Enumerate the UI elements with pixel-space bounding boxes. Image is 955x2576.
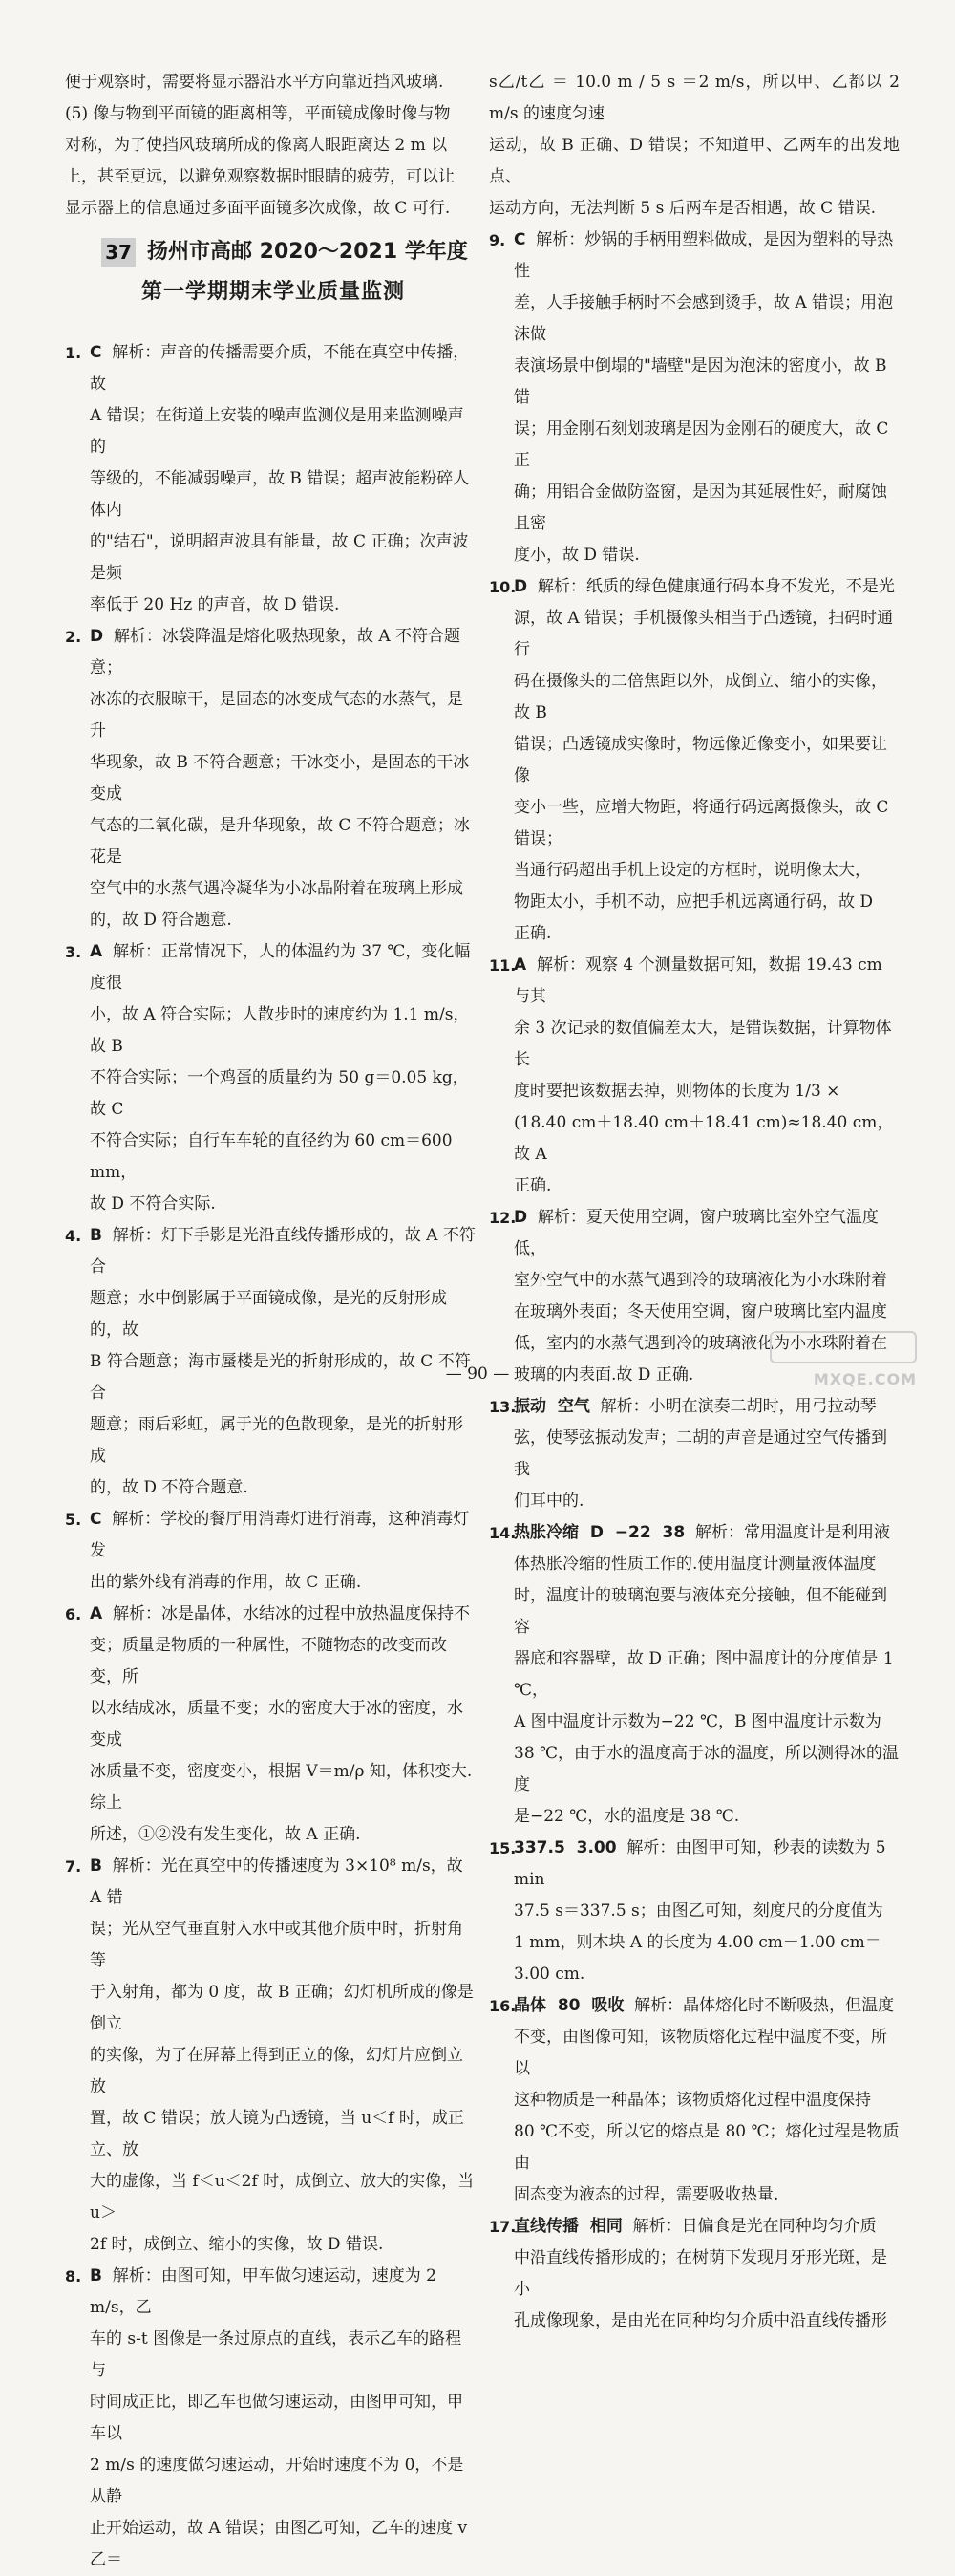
answer-choice: C — [514, 230, 526, 249]
section-number-badge: 37 — [101, 238, 136, 267]
answer-body — [90, 1851, 476, 2261]
answer-body — [90, 2261, 476, 2576]
answer-body — [90, 621, 476, 936]
answer-body — [514, 1517, 900, 1833]
answer-number: 1. — [65, 344, 82, 362]
explanation-text: 解析：学校的餐厅用消毒灯进行消毒，这种消毒灯发 出的紫外线有消毒的作用，故 C 正确. — [90, 1510, 470, 1592]
answer-body — [90, 1599, 476, 1851]
answer-number: 11. — [489, 956, 517, 975]
answer-item — [65, 337, 476, 621]
answer-choice: A — [90, 1604, 103, 1623]
answer-body — [514, 1391, 900, 1517]
page-number: — 90 — — [445, 1364, 510, 1384]
watermark-text: MXQE.COM — [813, 1370, 917, 1388]
explanation-text: 解析：灯下手影是光沿直线传播形成的，故 A 不符合 题意；水中倒影属于平面镜成像，是光的反射形成的，故 B 符合题意；海市蜃楼是光的折射形成的，故 C 不符合 题意；雨后彩虹，属于光的色散现象，是光的折射形成 的，故 D 不符合题意. — [90, 1226, 476, 1497]
answer-choice: B — [90, 1226, 102, 1245]
answer-choice: B — [90, 2266, 102, 2286]
section-title-line1: 扬州市高邮 2020～2021 学年度 — [147, 240, 468, 264]
intro-line: s乙/t乙 ＝ 10.0 m / 5 s ＝2 m/s，所以甲、乙都以 2 m/s 的速度匀速 — [489, 73, 905, 123]
answer-choice: 337.5 3.00 — [514, 1838, 617, 1857]
answer-choice: 晶体 80 吸收 — [514, 1996, 625, 2015]
intro-line: 运动，故 B 正确、D 错误；不知道甲、乙两车的出发地点、 — [489, 136, 900, 186]
left-column — [65, 67, 476, 2576]
answer-choice: B — [90, 1857, 102, 1876]
answer-number: 8. — [65, 2267, 82, 2286]
answer-number: 2. — [65, 628, 82, 646]
explanation-text: 解析：常用温度计是利用液 体热胀冷缩的性质工作的.使用温度计测量液体温度 时，温度计的玻璃泡要与液体充分接触，但不能碰到容 器底和容器壁，故 D 正确；图中温度计的分度值是 1 ℃， A 图中温度计示数为−22 ℃，B 图中温度计示数为 38 ℃，由于水的温度高于冰的温度，所以测得冰的温度 是−22 ℃，水的温度是 38 ℃. — [514, 1523, 900, 1826]
answer-number: 12. — [489, 1209, 517, 1227]
explanation-text: 解析：正常情况下，人的体温约为 37 ℃，变化幅度很 小，故 A 符合实际；人散步时的速度约为 1.1 m/s，故 B 不符合实际；一个鸡蛋的质量约为 50 g＝0.05 kg，故 C 不符合实际；自行车车轮的直径约为 60 cm＝600 mm， 故 D 不符合实际. — [90, 942, 471, 1213]
explanation-text: 解析：由图可知，甲车做匀速运动，速度为 2 m/s，乙 车的 s-t 图像是一条过原点的直线，表示乙车的路程与 时间成正比，即乙车也做匀速运动，由图甲可知，甲车以 2 m/s 的速度做匀速运动，开始时速度不为 0，不是从静 止开始运动，故 A 错误；由图乙可知，乙车的速度 v乙＝ — [90, 2266, 468, 2569]
answer-item — [65, 1504, 476, 1599]
answer-item — [489, 1833, 900, 1990]
answer-choice: 热胀冷缩 D −22 38 — [514, 1523, 686, 1542]
answer-body — [90, 936, 476, 1220]
answer-number: 7. — [65, 1857, 82, 1876]
answer-item — [489, 950, 900, 1202]
right-intro — [489, 67, 905, 225]
answer-choice: D — [514, 1208, 528, 1227]
answer-number: 13. — [489, 1398, 517, 1416]
answer-number: 14. — [489, 1524, 517, 1542]
answer-body — [90, 1504, 476, 1599]
explanation-text: 解析：夏天使用空调，窗户玻璃比室外空气温度低， 室外空气中的水蒸气遇到冷的玻璃液化为小水珠附着 在玻璃外表面；冬天使用空调，窗户玻璃比室内温度 低，室内的水蒸气遇到冷的玻璃液化为小水珠附着在 玻璃的内表面.故 D 正确. — [514, 1208, 887, 1385]
answer-choice: D — [90, 627, 104, 646]
answer-body — [90, 1220, 476, 1504]
explanation-text: 解析：炒锅的手柄用塑料做成，是因为塑料的导热性 差，人手接触手柄时不会感到烫手，故 A 错误；用泡沫做 表演场景中倒塌的"墙壁"是因为泡沫的密度小，故 B 错 误；用金刚石刻划玻璃是因为金刚石的硬度大，故 C 正 确；用铝合金做防盗窗，是因为其延展性好，耐腐蚀且密 度小，故 D 错误. — [514, 230, 894, 565]
answer-item — [489, 1391, 900, 1517]
answer-item — [65, 1220, 476, 1504]
right-answer-list — [489, 225, 900, 2337]
answer-body — [514, 225, 900, 571]
explanation-text: 解析：冰袋降温是熔化吸热现象，故 A 不符合题意； 冰冻的衣服晾干，是固态的冰变成气态的水蒸气，是升 华现象，故 B 不符合题意；干冰变小，是固态的干冰变成 气态的二氧化碳，是升华现象，故 C 不符合题意；冰花是 空气中的水蒸气遇冷凝华为小冰晶附着在玻璃上形成 的，故 D 符合题意. — [90, 627, 470, 930]
answer-body — [514, 1990, 900, 2211]
answer-body — [514, 1833, 900, 1990]
answer-item — [65, 621, 476, 936]
explanation-text: 解析：由图甲可知，秒表的读数为 5 min 37.5 s＝337.5 s；由图乙可知，刻度尺的分度值为 1 mm，则木块 A 的长度为 4.00 cm－1.00 cm＝ 3.00 cm. — [514, 1838, 886, 1984]
answer-item — [489, 1517, 900, 1833]
answer-body — [90, 337, 476, 621]
left-intro — [65, 67, 476, 225]
answer-number: 15. — [489, 1839, 517, 1857]
answer-item — [65, 936, 476, 1220]
explanation-text: 解析：光在真空中的传播速度为 3×10⁸ m/s，故 A 错 误；光从空气垂直射入水中或其他介质中时，折射角等 于入射角，都为 0 度，故 B 正确；幻灯机所成的像是倒立 的实像，为了在屏幕上得到正立的像，幻灯片应倒立放 置，故 C 错误；放大镜为凸透镜，当 u＜f 时，成正立、放 大的虚像，当 f＜u＜2f 时，成倒立、放大的实像，当 u＞ 2f 时，成倒立、缩小的实像，故 D 错误. — [90, 1857, 475, 2254]
answer-item — [65, 2261, 476, 2576]
explanation-text: 解析：观察 4 个测量数据可知，数据 19.43 cm 与其 余 3 次记录的数值偏差太大，是错误数据，计算物体长 度时要把该数据去掉，则物体的长度为 1/3 × (18.40 cm＋18.40 cm＋18.41 cm)≈18.40 cm，故 A 正确. — [514, 955, 894, 1195]
answer-number: 17. — [489, 2218, 517, 2236]
explanation-text: 解析：纸质的绿色健康通行码本身不发光，不是光 源，故 A 错误；手机摄像头相当于凸透镜，扫码时通行 码在摄像头的二倍焦距以外，成倒立、缩小的实像，故 B 错误；凸透镜成实像时，物远像近像变小，如果要让像 变小一些，应增大物距，将通行码远离摄像头，故 C 错误； 当通行码超出手机上设定的方框时，说明像太大， 物距太小，手机不动，应把手机远离通行码，故 D 正确. — [514, 577, 895, 943]
answer-number: 5. — [65, 1511, 82, 1529]
explanation-text: 解析：声音的传播需要介质，不能在真空中传播，故 A 错误；在街道上安装的噪声监测仪是用来监测噪声的 等级的，不能减弱噪声，故 B 错误；超声波能粉碎人体内 的"结石"，说明超声波具有能量，故 C 正确；次声波是频 率低于 20 Hz 的声音，故 D 错误. — [90, 343, 470, 614]
intro-line: 上，甚至更远，以避免观察数据时眼睛的疲劳，可以让 — [65, 167, 455, 186]
answer-item — [489, 571, 900, 950]
intro-line: (5) 像与物到平面镜的距离相等，平面镜成像时像与物 — [65, 104, 451, 123]
answer-number: 4. — [65, 1227, 82, 1245]
intro-line: 显示器上的信息通过多面平面镜多次成像，故 C 可行. — [65, 199, 451, 218]
explanation-text: 解析：日偏食是光在同种均匀介质 中沿直线传播形成的；在树荫下发现月牙形光斑，是小 孔成像现象，是由光在同种均匀介质中沿直线传播形 — [514, 2217, 887, 2330]
explanation-text: 解析：晶体熔化时不断吸热，但温度 不变，由图像可知，该物质熔化过程中温度不变，所以 这种物质是一种晶体；该物质熔化过程中温度保持 80 ℃不变，所以它的熔点是 80 ℃；熔化过程是物质由 固态变为液态的过程，需要吸收热量. — [514, 1996, 900, 2204]
intro-line: 运动方向，无法判断 5 s 后两车是否相遇，故 C 错误. — [489, 199, 876, 218]
answer-item — [65, 1851, 476, 2261]
explanation-text: 解析：冰是晶体，水结冰的过程中放热温度保持不 变；质量是物质的一种属性，不随物态的改变而改变，所 以水结成冰，质量不变；水的密度大于冰的密度，水变成 冰质量不变，密度变小，根据 V＝m/ρ 知，体积变大.综上 所述，①②没有发生变化，故 A 正确. — [90, 1604, 473, 1844]
answer-number: 9. — [489, 231, 506, 249]
answer-choice: C — [90, 1510, 102, 1529]
answer-choice: 直线传播 相同 — [514, 2217, 623, 2236]
answer-body — [514, 950, 900, 1202]
answer-item — [489, 1990, 900, 2211]
answer-choice: C — [90, 343, 102, 362]
section-title-line2: 第一学期期末学业质量监测 — [141, 280, 406, 304]
answer-choice: A — [514, 955, 527, 975]
watermark-logo-icon — [770, 1331, 917, 1363]
answer-body — [514, 2211, 900, 2337]
left-answer-list — [65, 337, 476, 2576]
answer-number: 3. — [65, 943, 82, 961]
answer-body — [514, 571, 900, 950]
section-heading — [65, 236, 476, 328]
intro-line: 便于观察时，需要将显示器沿水平方向靠近挡风玻璃. — [65, 73, 444, 92]
answer-number: 10. — [489, 578, 517, 596]
explanation-text: 解析：小明在演奏二胡时，用弓拉动琴 弦，使琴弦振动发声；二胡的声音是通过空气传播到我 们耳中的. — [514, 1397, 887, 1511]
answer-choice: D — [514, 577, 528, 596]
answer-item — [65, 1599, 476, 1851]
answer-choice: 振动 空气 — [514, 1397, 590, 1416]
answer-item — [489, 225, 900, 571]
answer-number: 16. — [489, 1997, 517, 2015]
right-column — [489, 67, 905, 2337]
answer-item — [489, 2211, 900, 2337]
answer-choice: A — [90, 942, 103, 961]
answer-number: 6. — [65, 1605, 82, 1623]
intro-line: 对称，为了使挡风玻璃所成的像离人眼距离达 2 m 以 — [65, 136, 448, 155]
